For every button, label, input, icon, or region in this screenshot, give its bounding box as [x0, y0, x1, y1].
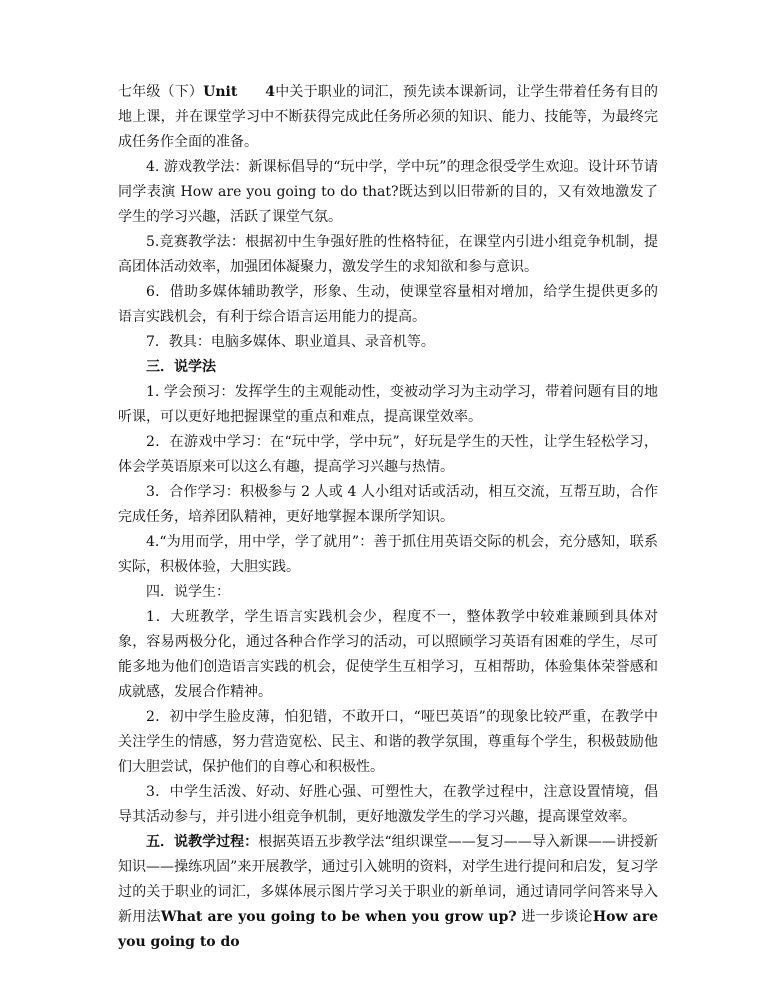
paragraph-preview: 1. 学会预习：发挥学生的主观能动性，变被动学习为主动学习，带着问题有目的地听课，可以更好地把握课堂的重点和难点，提高课堂效率。	[118, 384, 658, 425]
document-page	[118, 80, 658, 955]
text-task-body: 中关于职业的词汇，预先读本课新词，让学生带着任务有目的地上课，并在课堂学习中不断获得完成此任务所必须的知识、能力、技能等，为最终完成任务作全面的准备。	[118, 84, 659, 150]
text-grade: 七年级（下）	[118, 84, 204, 100]
paragraph-teaching-process	[118, 830, 658, 955]
paragraph-learn-in-games: 2．在游戏中学习：在“玩中学，学中玩”，好玩是学生的天性，让学生轻松学习，体会学英语原来可以这么有趣，提高学习兴趣与热情。	[118, 434, 658, 475]
paragraph-active-students: 3．中学生活泼、好动、好胜心强、可塑性大，在教学过程中，注意设置情境，倡导其活动参与，并引进小组竞争机制，更好地激发学生的学习兴趣，提高课堂效率。	[118, 784, 658, 825]
paragraph-multimedia-method: 6．借助多媒体辅助教学，形象、生动，使课堂容量相对增加，给学生提供更多的语言实践机会，有利于综合语言运用能力的提高。	[118, 284, 658, 325]
text-question-one: What are you going to be when you grow up?	[160, 909, 517, 925]
text-teaching-process: 根据英语五步教学法“组织课堂——复习——导入新课——讲授新知识——操练巩固”来开展教学，通过引入姚明的资料，对学生进行提问和启发，复习学过的关于职业的词汇，多媒体展示图片学习关于职业的新单词，通过请同学问答来导入新用法	[118, 834, 659, 925]
paragraph-large-class: 1．大班教学，学生语言实践机会少，程度不一，整体教学中较难兼顾到具体对象，容易两极分化，通过各种合作学习的活动，可以照顾学习英语有困难的学生，尽可能多地为他们创造语言实践的机会，促使学生互相学习，互相帮助，体验集体荣誉感和成就感，发展合作精神。	[118, 609, 658, 700]
text-further-discuss: 进一步谈论	[521, 909, 593, 925]
paragraph-learn-to-use: 4.“为用而学，用中学，学了就用”：善于抓住用英语交际的机会，充分感知，联系实际，积极体验，大胆实践。	[118, 534, 658, 575]
text-unit-number: 4	[265, 84, 276, 100]
heading-students: 四．说学生：	[146, 584, 230, 600]
paragraph-shy-students: 2．初中学生脸皮薄，怕犯错，不敢开口，“哑巴英语”的现象比较严重，在教学中关注学生的情感，努力营造宽松、民主、和谐的教学氛围，尊重每个学生，积极鼓励他们大胆尝试，保护他们的自尊心和积极性。	[118, 709, 658, 775]
heading-learning-method: 三．说学法	[146, 359, 216, 375]
text-unit: Unit	[203, 84, 238, 100]
text-question-two: How are you going to do	[118, 909, 659, 950]
paragraph-cooperative-learning: 3．合作学习：积极参与 2 人或 4 人小组对话或活动，相互交流，互帮互助，合作完成任务，培养团队精神，更好地掌握本课所学知识。	[118, 484, 658, 525]
paragraph-game-method: 4. 游戏教学法：新课标倡导的“玩中学，学中玩”的理念很受学生欢迎。设计环节请同学表演 How are you going to do that?既达到以旧带新的目的，又有效地激发了学生的学习兴趣，活跃了课堂气氛。	[118, 159, 658, 225]
paragraph-task-intro	[118, 80, 658, 155]
paragraph-teaching-aids: 7．教具：电脑多媒体、职业道具、录音机等。	[146, 334, 435, 350]
label-teaching-process: 五．说教学过程：	[146, 834, 259, 850]
paragraph-competition-method: 5.竞赛教学法：根据初中生争强好胜的性格特征，在课堂内引进小组竞争机制，提高团体活动效率，加强团体凝聚力，激发学生的求知欲和参与意识。	[118, 234, 658, 275]
